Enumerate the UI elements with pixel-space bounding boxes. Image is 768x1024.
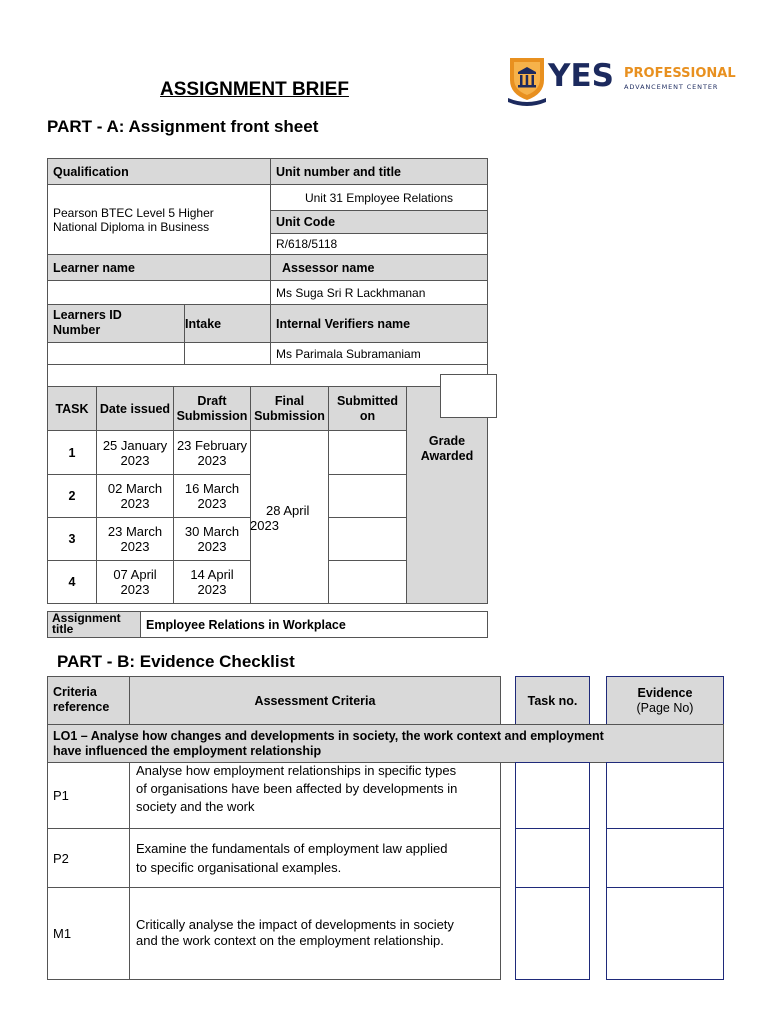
unit-title-value: Unit 31 Employee Relations — [270, 184, 488, 211]
grade-awarded-column: Grade Awarded — [406, 386, 488, 604]
criteria-text-m1: Critically analyse the impact of developments in society and the work context on the employment relationship. — [129, 887, 501, 980]
final-submission-value: 28 April 2023 — [250, 430, 329, 604]
intake-label: Intake — [184, 304, 271, 343]
evidence-p2[interactable] — [606, 828, 724, 888]
learner-id-label: Learners ID Number — [47, 304, 185, 343]
logo-subtext: PROFESSIONAL — [624, 66, 736, 81]
part-a-heading: PART - A: Assignment front sheet — [47, 117, 319, 136]
qualification-label: Qualification — [47, 158, 271, 185]
spacer-row — [47, 364, 488, 387]
criteria-ref-p1: P1 — [47, 762, 130, 829]
criteria-ref-header: Criteria reference — [47, 676, 130, 725]
final-header: Final Submission — [250, 386, 329, 431]
evidence-header: Evidence (Page No) — [606, 676, 724, 725]
task-no-p2[interactable] — [515, 828, 590, 888]
unit-code-label: Unit Code — [270, 210, 488, 234]
table-row-task: 4 — [47, 560, 97, 604]
grade-box[interactable] — [440, 374, 497, 418]
table-row-task: 3 — [47, 517, 97, 561]
assessor-label: Assessor name — [270, 254, 488, 281]
task-header: TASK — [47, 386, 97, 431]
table-row-submitted[interactable] — [328, 517, 407, 561]
task-no-m1[interactable] — [515, 887, 590, 980]
evidence-p1[interactable] — [606, 762, 724, 829]
part-b-heading: PART - B: Evidence Checklist — [57, 652, 295, 671]
assignment-title-value: Employee Relations in Workplace — [140, 611, 488, 638]
task-no-header: Task no. — [515, 676, 590, 725]
assignment-title-label: Assignment title — [47, 611, 141, 638]
iv-label: Internal Verifiers name — [270, 304, 488, 343]
table-row-issued: 07 April 2023 — [96, 560, 174, 604]
table-row-draft: 14 April 2023 — [173, 560, 251, 604]
unit-code-value: R/618/5118 — [270, 233, 488, 255]
table-row-draft: 16 March 2023 — [173, 474, 251, 518]
assessment-criteria-header: Assessment Criteria — [129, 676, 501, 725]
criteria-text-p2: Examine the fundamentals of employment law applied to specific organisational examples. — [129, 828, 501, 888]
task-no-p1[interactable] — [515, 762, 590, 829]
table-row-draft: 30 March 2023 — [173, 517, 251, 561]
table-row-issued: 02 March 2023 — [96, 474, 174, 518]
unit-title-label: Unit number and title — [270, 158, 488, 185]
page-title: ASSIGNMENT BRIEF — [160, 79, 349, 100]
criteria-ref-p2: P2 — [47, 828, 130, 888]
learner-id-value[interactable] — [47, 342, 185, 365]
date-issued-header: Date issued — [96, 386, 174, 431]
crest-icon — [505, 50, 549, 106]
table-row-task: 2 — [47, 474, 97, 518]
table-row-draft: 23 February 2023 — [173, 430, 251, 475]
table-row-task: 1 — [47, 430, 97, 475]
draft-header: Draft Submission — [173, 386, 251, 431]
assessor-value: Ms Suga Sri R Lackhmanan — [270, 280, 488, 305]
qualification-value: Pearson BTEC Level 5 Higher National Diploma in Business — [47, 184, 271, 255]
logo-text: YES — [548, 58, 614, 94]
logo-tagline: ADVANCEMENT CENTER — [624, 83, 719, 91]
criteria-text-p1: Analyse how employment relationships in specific types of organisations have been affected by developments in society and the work — [129, 762, 501, 829]
table-row-submitted[interactable] — [328, 560, 407, 604]
evidence-m1[interactable] — [606, 887, 724, 980]
table-row-issued: 25 January 2023 — [96, 430, 174, 475]
criteria-ref-m1: M1 — [47, 887, 130, 980]
intake-value[interactable] — [184, 342, 271, 365]
table-row-submitted[interactable] — [328, 430, 407, 475]
iv-value: Ms Parimala Subramaniam — [270, 342, 488, 365]
table-row-issued: 23 March 2023 — [96, 517, 174, 561]
learner-name-value[interactable] — [47, 280, 271, 305]
learner-name-label: Learner name — [47, 254, 271, 281]
submitted-header: Submitted on — [328, 386, 407, 431]
table-row-submitted[interactable] — [328, 474, 407, 518]
lo1-row: LO1 – Analyse how changes and developments in society, the work context and employment have influenced the employment relationship — [47, 724, 724, 763]
